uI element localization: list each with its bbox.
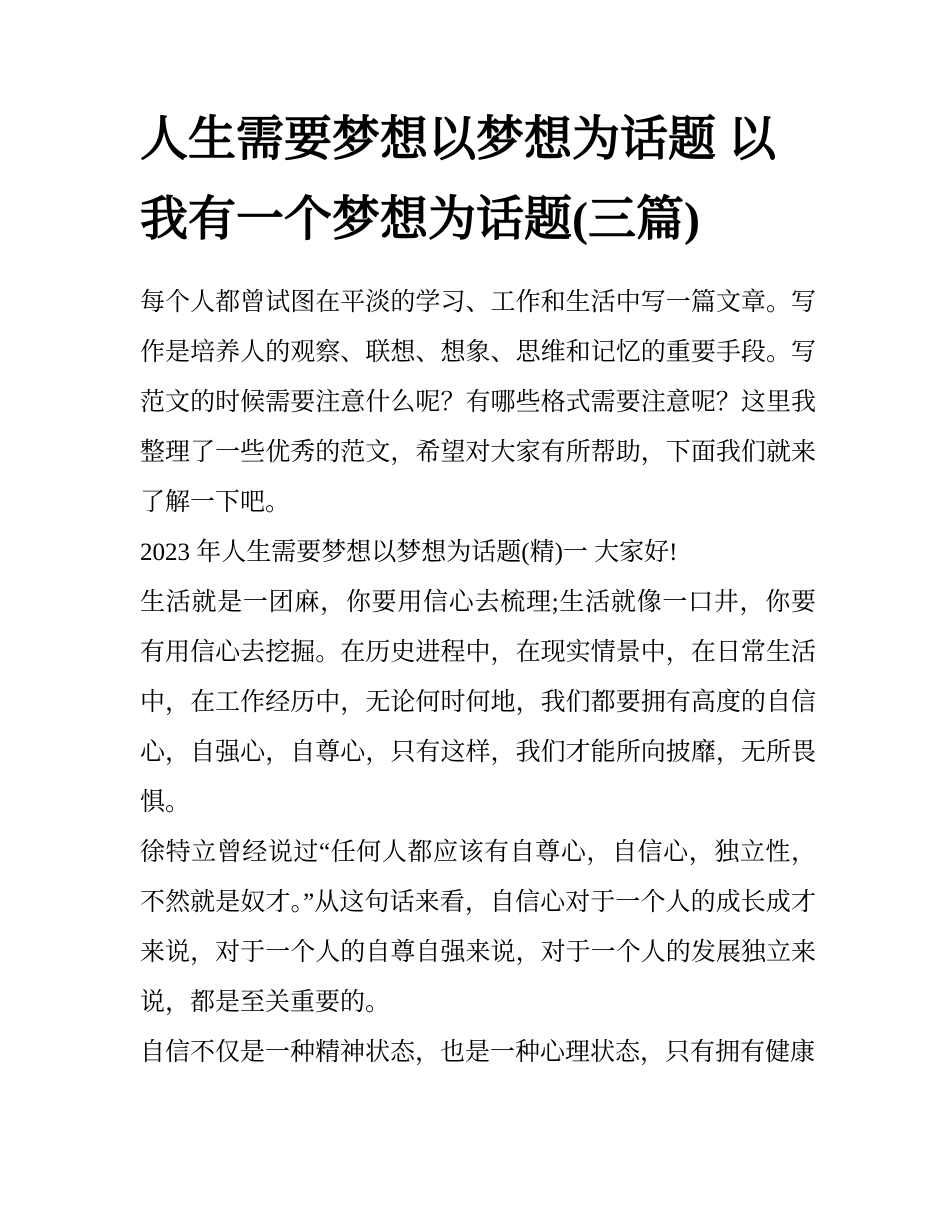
paragraph-body-3: 自信不仅是一种精神状态，也是一种心理状态，只有拥有健康 — [140, 1039, 816, 1066]
document-title: 人生需要梦想以梦想为话题 以我有一个梦想为话题(三篇) — [140, 113, 777, 246]
paragraph-section-heading: 2023 年人生需要梦想以梦想为话题(精)一 大家好! — [140, 539, 678, 566]
paragraph-intro: 每个人都曾试图在平淡的学习、工作和生活中写一篇文章。写作是培养人的观察、联想、想象、思维和记忆的重要手段。写范文的时候需要注意什么呢？有哪些格式需要注意呢？这里我整理了一些优秀的范文，希望对大家有所帮助，下面我们就来了解一下吧。 — [140, 289, 816, 516]
document-page — [140, 100, 816, 1078]
paragraph-body-2: 徐特立曾经说过“任何人都应该有自尊心，自信心，独立性，不然就是奴才。”从这句话来看，自信心对于一个人的成长成才来说，对于一个人的自尊自强来说，对于一个人的发展独立来说，都是至关重要的。 — [140, 839, 816, 1016]
paragraph-body-1: 生活就是一团麻，你要用信心去梳理;生活就像一口井，你要有用信心去挖掘。在历史进程中，在现实情景中，在日常生活中，在工作经历中，无论何时何地，我们都要拥有高度的自信心，自强心，自尊心，只有这样，我们才能所向披靡，无所畏惧。 — [140, 589, 816, 816]
